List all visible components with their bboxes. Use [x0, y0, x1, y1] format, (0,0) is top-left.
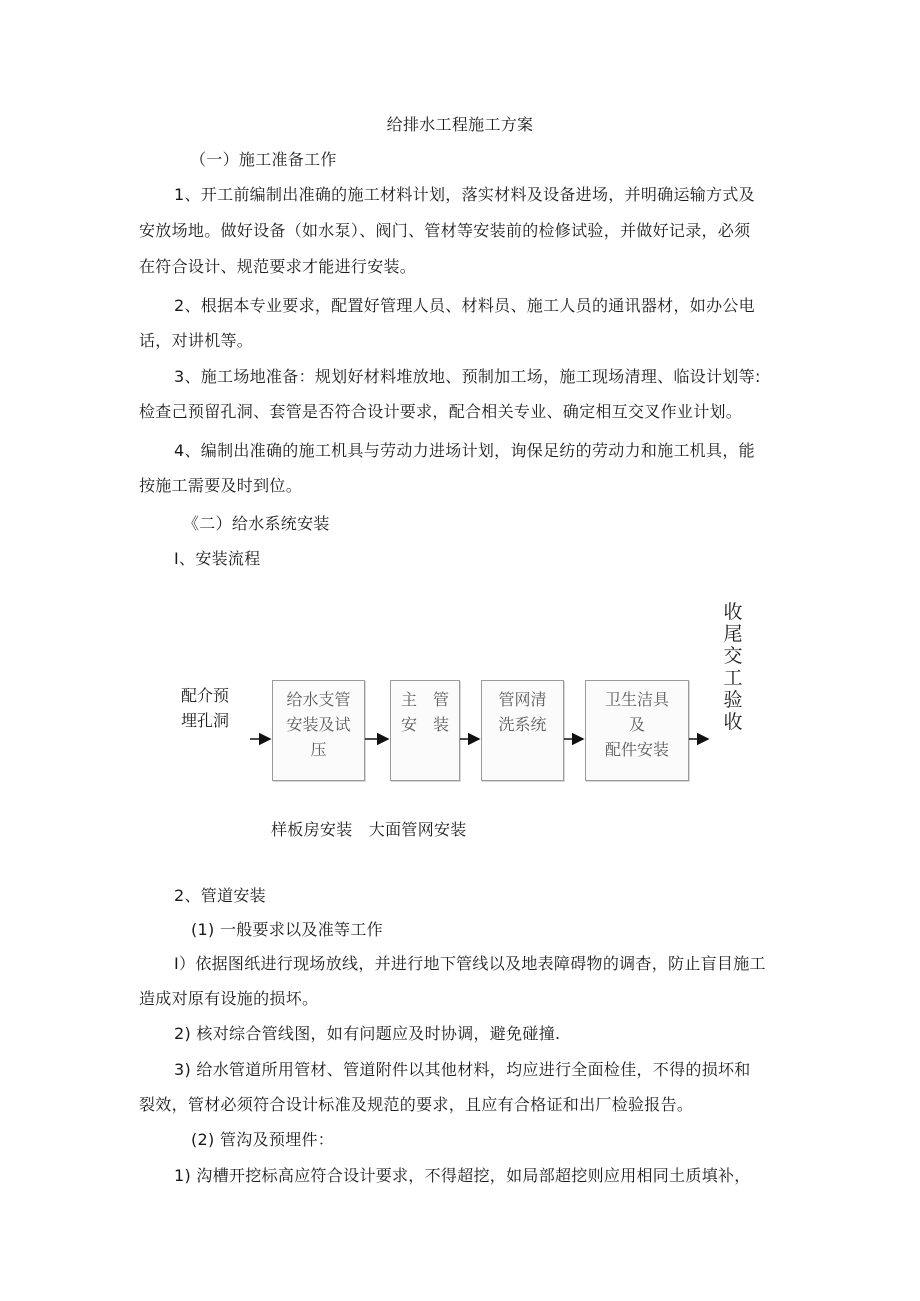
- flow-box-2-line-2: 安 装: [400, 715, 449, 734]
- subheading-install-flow: I、安装流程: [174, 549, 261, 568]
- flow-end-char-2: 尾: [723, 623, 743, 645]
- flow-box-1-line-1: 给水支管: [286, 690, 351, 709]
- flow-end-char-3: 交: [723, 645, 743, 667]
- flow-box-3-line-1: 管网清: [498, 690, 547, 709]
- subheading-trench-embedded: (2) 管沟及预埋件：: [191, 1130, 335, 1149]
- flow-box-4-line-3: 配件安装: [604, 740, 669, 759]
- item-3-line-1: 3) 给水管道所用管材、管道附件以其他材料，均应进行全面检佳，不得的损坏和: [174, 1060, 751, 1079]
- flow-box-4-line-2: 及: [628, 715, 645, 734]
- flow-box-4-line-1: 卫生洁具: [604, 690, 669, 709]
- paragraph-4-line-1: 4、编制出准确的施工机具与劳动力进场计划，询保足纺的劳动力和施工机具，能: [174, 441, 755, 460]
- item-1-line-2: 造成对原有设施的损坏。: [139, 989, 319, 1008]
- trench-item-1: 1) 沟槽开挖标高应符合设计要求，不得超挖，如局部超挖则应用相同土质填补，: [174, 1166, 751, 1185]
- paragraph-2-line-1: 2、根据本专业要求，配置好管理人员、材料员、施工人员的通讯器材，如办公电: [174, 296, 755, 315]
- item-2: 2) 核对综合管线图，如有问题应及时协调，避免碰撞.: [174, 1024, 561, 1043]
- item-3-line-2: 裂效，管材必须符合设计标准及规范的要求，且应有合格证和出厂检验报告。: [139, 1095, 694, 1114]
- flow-start-label-line-2: 埋孔洞: [181, 711, 230, 730]
- paragraph-1-line-3: 在符合设计、规范要求才能进行安装。: [139, 257, 417, 276]
- flow-end-char-6: 收: [723, 711, 743, 733]
- subheading-general-requirements: (1) 一般要求以及准等工作: [191, 920, 383, 939]
- item-1-line-1: I）依据图纸进行现场放线，并进行地下管线以及地表障碍物的调杳，防止盲目施工: [174, 954, 766, 973]
- paragraph-3-line-1: 3、施工场地准备：规划好材料堆放地、预制加工场，施工现场清理、临设计划等:: [174, 367, 761, 386]
- flow-end-char-4: 工: [723, 667, 743, 689]
- flow-caption: 样板房安装 大面管网安装: [271, 820, 467, 839]
- flow-box-1-line-3: 压: [310, 740, 327, 759]
- document-title: 给排水工程施工方案: [386, 115, 534, 134]
- section-heading-preparation: （一）施工准备工作: [190, 150, 337, 169]
- paragraph-1-line-1: 1、开工前编制出准确的施工材料计划，落实材料及设备进场，并明确运输方式及: [174, 185, 755, 204]
- paragraph-2-line-2: 话，对讲机等。: [139, 331, 254, 350]
- subheading-pipe-install: 2、管道安装: [174, 886, 266, 905]
- section-heading-water-supply: 《二）给水系统安装: [183, 514, 330, 533]
- flow-end-char-5: 验: [723, 689, 743, 711]
- flow-box-2-line-1: 主 管: [400, 690, 449, 709]
- flow-box-3-line-2: 洗系统: [498, 715, 547, 734]
- flow-start-label-line-1: 配介预: [181, 686, 230, 705]
- flow-box-1-line-2: 安装及试: [286, 715, 351, 734]
- paragraph-1-line-2: 安放场地。做好设备（如水泵）、阀门、管材等安装前的检修试验，并做好记录，必须: [139, 221, 751, 240]
- flow-end-char-1: 收: [723, 601, 743, 623]
- paragraph-4-line-2: 按施工需要及时到位。: [139, 476, 303, 495]
- paragraph-3-line-2: 检查己预留孔洞、套管是否符合设计要求，配合相关专业、确定相互交叉作业计划。: [139, 402, 743, 421]
- flow-end-label: [722, 601, 744, 733]
